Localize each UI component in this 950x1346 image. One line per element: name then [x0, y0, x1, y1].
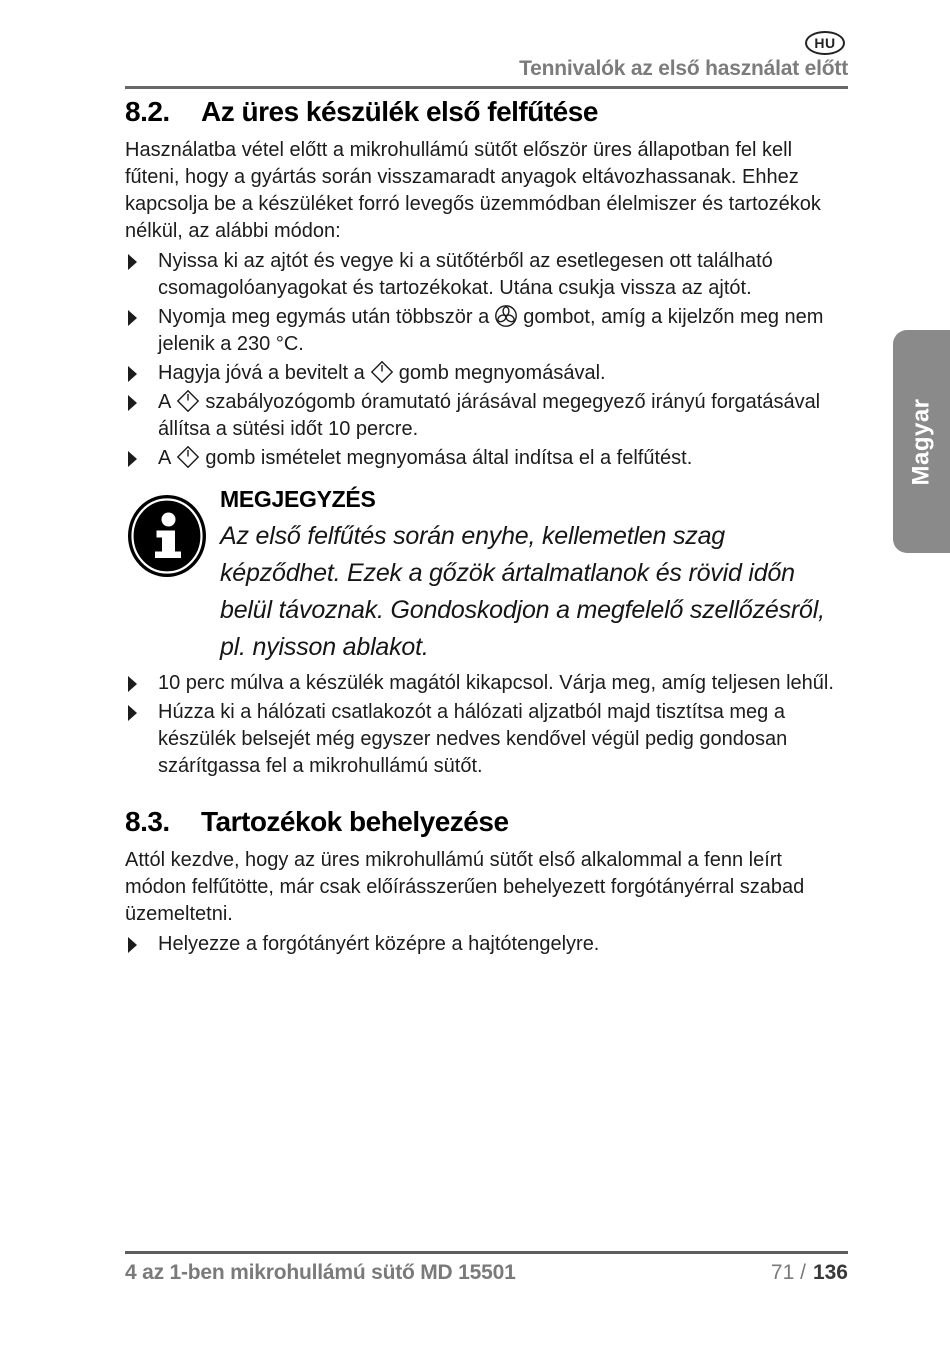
section-8-2-intro: Használatba vétel előtt a mikrohullámú sütőt először üres állapotban fel kell fűteni, hogy a gyártás során visszamaradt anyagok eltávozhassanak. Ehhez kapcsolja be a készüléket forró levegős üzemmódban élelmiszer és tartozékok nélkül, az alábbi módon: [125, 139, 821, 242]
list-item-text [158, 445, 848, 472]
section-number: 8.2. [125, 96, 170, 127]
section-number: 8.3. [125, 806, 170, 837]
list-item-text: 10 perc múlva a készülék magától kikapcsol. Várja meg, amíg teljesen lehűl. [158, 672, 834, 694]
list-item [125, 304, 848, 358]
note-box [127, 486, 848, 666]
list-item-text-pre: A [158, 391, 172, 413]
list-item [125, 670, 848, 697]
list-item [125, 699, 848, 780]
language-badge [805, 31, 845, 55]
list-item-text-pre: Hagyja jóvá a bevitelt a [158, 362, 365, 384]
section-heading-8-2 [125, 96, 848, 128]
note-body [220, 486, 848, 666]
footer-product-name: 4 az 1-ben mikrohullámú sütő MD 15501 [125, 1261, 516, 1284]
page-number-total: 136 [812, 1261, 848, 1284]
page-footer [125, 1251, 848, 1285]
list-item [125, 360, 848, 387]
section-title: Tartozékok behelyezése [201, 806, 509, 837]
arrow-bullet-icon [125, 248, 158, 302]
language-badge-label: HU [814, 35, 836, 51]
list-item-text-post: gombot, amíg a kijelzőn meg nem jelenik a 230 °C. [158, 306, 824, 355]
section-8-2-bullet-list [125, 248, 848, 472]
list-item-text-post: gomb megnyomásával. [398, 362, 606, 384]
list-item-text-post: gomb ismételet megnyomása által indítsa el a felfűtést. [205, 447, 693, 469]
list-item-text: Nyissa ki az ajtót és vegye ki a sütőtérből az esetlegesen ott található csomagolóanyagokat és tartozékokat. Utána csukja vissza az ajtót. [158, 250, 773, 299]
list-item [125, 389, 848, 443]
post-note-bullet-list [125, 670, 848, 780]
section-heading-8-3 [125, 806, 848, 838]
section-title: Az üres készülék első felfűtése [201, 96, 598, 127]
note-title: MEGJEGYZÉS [220, 486, 376, 512]
rotary-dial-icon [176, 445, 200, 469]
page-number-current: 71 / [770, 1261, 806, 1284]
list-item [125, 931, 848, 958]
list-item-text: Húzza ki a hálózati csatlakozót a hálózati aljzatból majd tisztítsa meg a készülék belsejét még egyszer nedves kendővel végül pedig gondosan szárítgassa fel a mikrohullámú sütőt. [158, 701, 788, 777]
header-divider [125, 86, 848, 89]
info-icon [127, 486, 207, 666]
hot-air-fan-icon [494, 304, 518, 328]
list-item-text [158, 360, 848, 387]
list-item-text-pre: Nyomja meg egymás után többször a [158, 306, 490, 328]
list-item-text: Helyezze a forgótányért középre a hajtótengelyre. [158, 933, 600, 955]
list-item-text-post: szabályozógomb óramutató járásával megegyező irányú forgatásával állítsa a sütési időt 10 percre. [158, 391, 821, 440]
arrow-bullet-icon [125, 389, 158, 443]
arrow-bullet-icon [125, 931, 158, 958]
section-8-3-intro: Attól kezdve, hogy az üres mikrohullámú sütőt első alkalommal a fenn leírt módon felfűtötte, már csak előírásszerűen behelyezett forgótányérral szabad üzemeltetni. [125, 849, 805, 925]
note-text: Az első felfűtés során enyhe, kellemetlen szag képződhet. Ezek a gőzök ártalmatlanok és rövid időn belül távoznak. Gondoskodjon a megfelelő szellőzésről, pl. nyisson ablakot. [220, 522, 825, 661]
running-header: Tennivalók az első használat előtt [519, 57, 848, 80]
list-item-text [158, 389, 848, 443]
arrow-bullet-icon [125, 445, 158, 472]
list-item-text [158, 304, 848, 358]
list-item [125, 445, 848, 472]
arrow-bullet-icon [125, 699, 158, 780]
language-side-tab-label: Magyar [907, 397, 935, 486]
arrow-bullet-icon [125, 360, 158, 387]
page-number [771, 1261, 848, 1285]
arrow-bullet-icon [125, 304, 158, 358]
list-item [125, 248, 848, 302]
rotary-dial-icon [370, 360, 394, 384]
language-side-tab [893, 330, 950, 553]
arrow-bullet-icon [125, 670, 158, 697]
list-item-text-pre: A [158, 447, 172, 469]
section-8-3-bullet-list [125, 931, 848, 958]
rotary-dial-icon [176, 389, 200, 413]
